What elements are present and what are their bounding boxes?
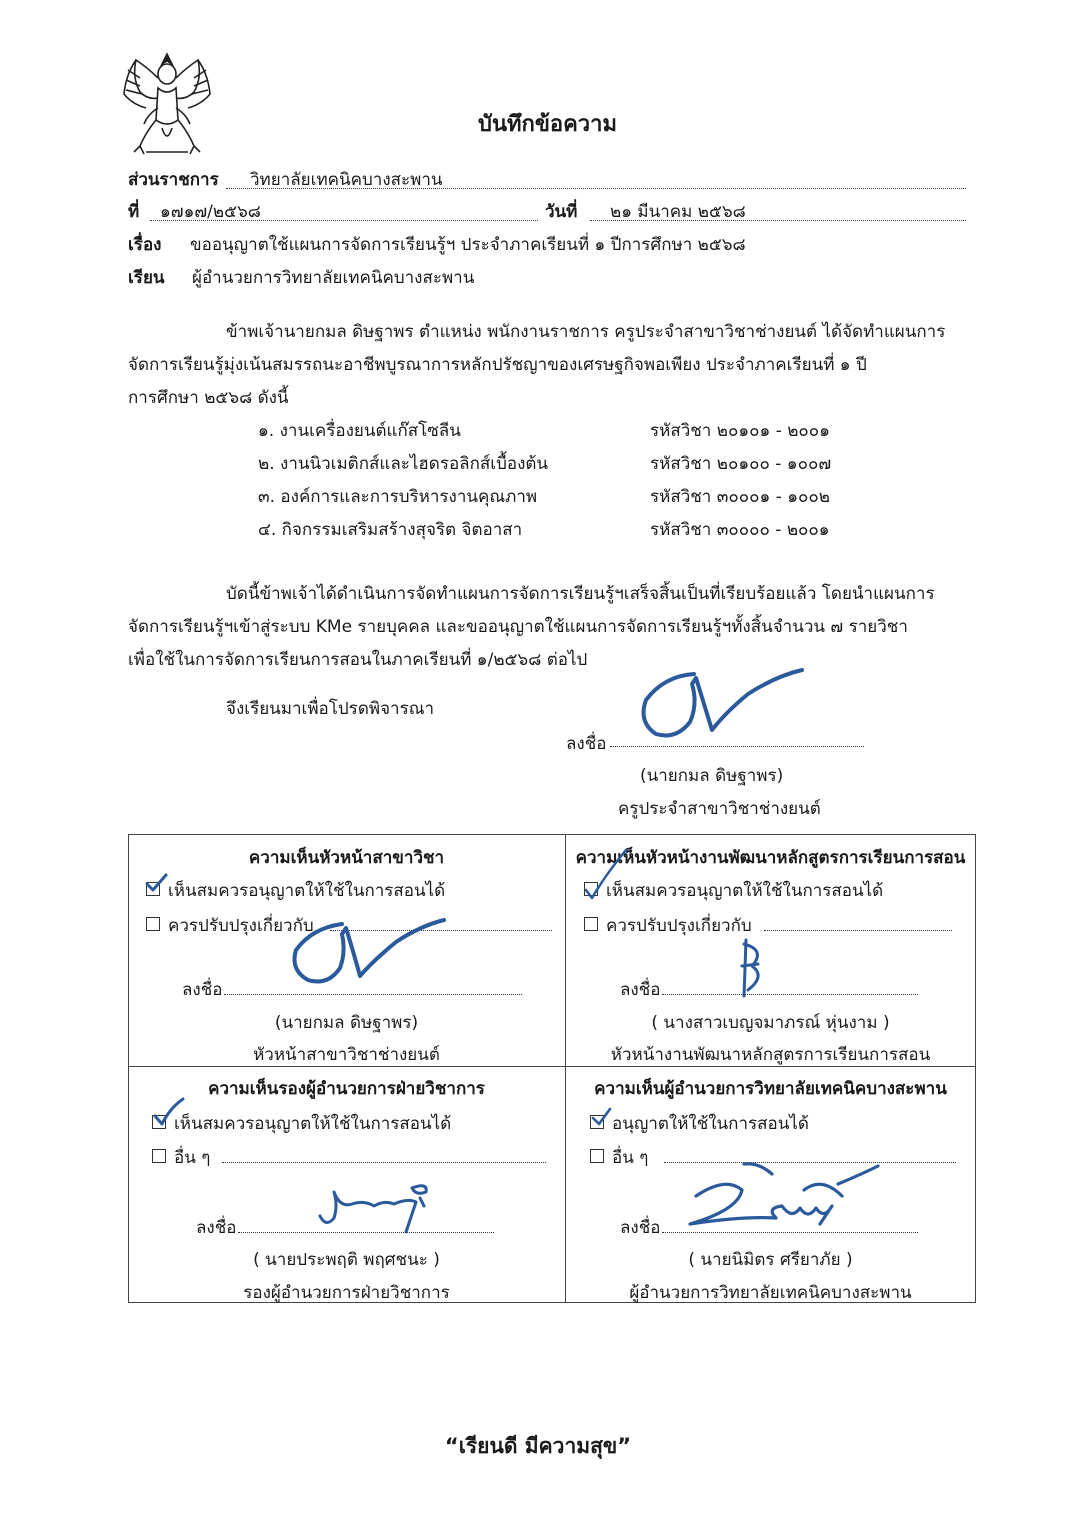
box2-title: หัวหน้างานพัฒนาหลักสูตรการเรียนการสอน <box>610 1045 931 1065</box>
date-value: ๒๑ มีนาคม ๒๕๖๘ <box>610 202 746 222</box>
box3-sign-dotted-line <box>238 1232 494 1233</box>
document-title: บันทึกข้อความ <box>478 112 618 137</box>
signature-image <box>682 1160 882 1232</box>
footer-motto: “เรียนดี มีความสุข” <box>444 1434 632 1458</box>
box4-name: ( นายนิมิตร ศรียาภัย ) <box>688 1250 853 1270</box>
box2-sign-label: ลงชื่อ <box>620 980 661 1000</box>
para2-line2: จัดการเรียนรู้ฯเข้าสู่ระบบ KMe รายบุคคล และขออนุญาตใช้แผนการจัดการเรียนรู้ฯทั้งสิ้นจำนวน ๗ รายวิชา <box>128 617 908 637</box>
ref-value: ๑๗๑๗/๒๕๖๘ <box>160 202 261 222</box>
box4-option-other-label: อื่น ๆ <box>612 1148 649 1168</box>
agency-value: วิทยาลัยเทคนิคบางสะพาน <box>250 170 443 190</box>
checkmark-icon <box>144 872 168 894</box>
course-name: ๓. องค์การและการบริหารงานคุณภาพ <box>258 487 538 507</box>
box1-title: หัวหน้าสาขาวิชาช่างยนต์ <box>253 1045 440 1065</box>
box2-revise-dotted-line <box>764 930 952 931</box>
box4-option-approve-label: อนุญาตให้ใช้ในการสอนได้ <box>612 1114 809 1134</box>
box1-option-approve[interactable] <box>146 877 445 904</box>
box3-option-approve-label: เห็นสมควรอนุญาตให้ใช้ในการสอนได้ <box>174 1114 452 1134</box>
course-name: ๑. งานเครื่องยนต์แก๊สโซลีน <box>258 421 461 441</box>
checkmark-icon <box>580 846 630 902</box>
signer-name: (นายกมล ดิษฐาพร) <box>640 766 784 786</box>
ref-label: ที่ <box>128 202 140 222</box>
box1-option-approve-label: เห็นสมควรอนุญาตให้ใช้ในการสอนได้ <box>168 881 446 901</box>
subject-label: เรื่อง <box>128 235 162 255</box>
date-dotted-line <box>590 220 966 221</box>
subject-value: ขออนุญาตใช้แผนการจัดการเรียนรู้ฯ ประจำภาคเรียนที่ ๑ ปีการศึกษา ๒๕๖๘ <box>190 235 746 255</box>
box1-sign-dotted-line <box>224 994 522 995</box>
box1-name: (นายกมล ดิษฐาพร) <box>274 1013 419 1033</box>
course-code: รหัสวิชา ๓๐๐๐๐ - ๒๐๐๑ <box>650 520 830 540</box>
checkbox-icon <box>152 1149 166 1163</box>
signature-image <box>288 916 448 996</box>
checkmark-icon <box>590 1106 612 1128</box>
box3-heading: ความเห็นรองผู้อำนวยการฝ่ายวิชาการ <box>208 1079 485 1099</box>
agency-dotted-line <box>226 188 966 189</box>
para1-line3: การศึกษา ๒๕๖๘ ดังนี้ <box>128 388 289 408</box>
para1-line1: ข้าพเจ้านายกมล ดิษฐาพร ตำแหน่ง พนักงานราชการ ครูประจำสาขาวิชาช่างยนต์ ได้จัดทำแผนการ <box>226 322 946 342</box>
box1-option-revise-label: ควรปรับปรุงเกี่ยวกับ <box>168 916 314 936</box>
ref-dotted-line <box>150 220 538 221</box>
box3-title: รองผู้อำนวยการฝ่ายวิชาการ <box>243 1283 450 1303</box>
course-name: ๔. กิจกรรมเสริมสร้างสุจริต จิตอาสา <box>258 520 523 540</box>
para1-line2: จัดการเรียนรู้มุ่งเน้นสมรรถนะอาชีพบูรณาการหลักปรัชญาของเศรษฐกิจพอเพียง ประจำภาคเรียนที่ ๑ ปี <box>128 355 867 375</box>
signer-title: ครูประจำสาขาวิชาช่างยนต์ <box>618 799 821 819</box>
para2-line1: บัดนี้ข้าพเจ้าได้ดำเนินการจัดทำแผนการจัดการเรียนรู้ฯเสร็จสิ้นเป็นที่เรียบร้อยแล้ว โดยนำแผนการ <box>226 584 935 604</box>
to-label: เรียน <box>128 268 165 288</box>
closing-text: จึงเรียนมาเพื่อโปรดพิจารณา <box>226 699 435 719</box>
box3-name: ( นายประพฤติ พฤศชนะ ) <box>253 1250 440 1270</box>
checkbox-icon <box>584 917 598 931</box>
signature-image <box>738 936 768 1000</box>
para2-line3: เพื่อใช้ในการจัดการเรียนการสอนในภาคเรียนที่ ๑/๒๕๖๘ ต่อไป <box>128 650 588 670</box>
course-code: รหัสวิชา ๒๐๑๐๑ - ๒๐๐๑ <box>650 421 830 441</box>
table-divider-vertical <box>565 834 566 1303</box>
checkmark-icon <box>152 1096 186 1130</box>
box1-sign-label: ลงชื่อ <box>182 980 223 1000</box>
box4-option-other[interactable] <box>590 1144 648 1171</box>
box3-option-other[interactable] <box>152 1144 210 1171</box>
checkbox-icon <box>590 1149 604 1163</box>
box2-heading: ความเห็นหัวหน้างานพัฒนาหลักสูตรการเรียนการสอน <box>575 848 966 868</box>
signature-image <box>316 1178 436 1234</box>
course-code: รหัสวิชา ๒๐๑๐๐ - ๑๐๐๗ <box>650 454 832 474</box>
garuda-emblem-icon <box>118 48 216 160</box>
agency-label: ส่วนราชการ <box>128 170 219 190</box>
box4-title: ผู้อำนวยการวิทยาลัยเทคนิคบางสะพาน <box>629 1283 912 1303</box>
box2-name: ( นางสาวเบญจมาภรณ์ หุ่นงาม ) <box>651 1013 890 1033</box>
sign-label: ลงชื่อ <box>566 734 607 754</box>
box1-heading: ความเห็นหัวหน้าสาขาวิชา <box>248 848 445 868</box>
box2-sign-dotted-line <box>662 994 918 995</box>
course-code: รหัสวิชา ๓๐๐๐๑ - ๑๐๐๒ <box>650 487 830 507</box>
to-value: ผู้อำนวยการวิทยาลัยเทคนิคบางสะพาน <box>192 268 475 288</box>
box3-option-other-label: อื่น ๆ <box>174 1148 211 1168</box>
checkbox-icon <box>146 917 160 931</box>
box4-option-approve[interactable] <box>590 1110 809 1137</box>
box4-heading: ความเห็นผู้อำนวยการวิทยาลัยเทคนิคบางสะพาน <box>594 1079 947 1099</box>
box2-option-approve-label: เห็นสมควรอนุญาตให้ใช้ในการสอนได้ <box>606 881 884 901</box>
box4-sign-dotted-line <box>662 1232 918 1233</box>
box2-option-revise[interactable] <box>584 912 752 939</box>
course-name: ๒. งานนิวเมติกส์และไฮดรอลิกส์เบื้องต้น <box>258 454 549 474</box>
box3-other-dotted-line <box>222 1162 546 1163</box>
box3-option-approve[interactable] <box>152 1110 451 1137</box>
box3-sign-label: ลงชื่อ <box>196 1218 237 1238</box>
box2-option-revise-label: ควรปรับปรุงเกี่ยวกับ <box>606 916 752 936</box>
date-label: วันที่ <box>545 202 578 222</box>
signature-dotted-line <box>610 746 864 747</box>
signature-image <box>636 664 806 746</box>
box4-sign-label: ลงชื่อ <box>620 1218 661 1238</box>
